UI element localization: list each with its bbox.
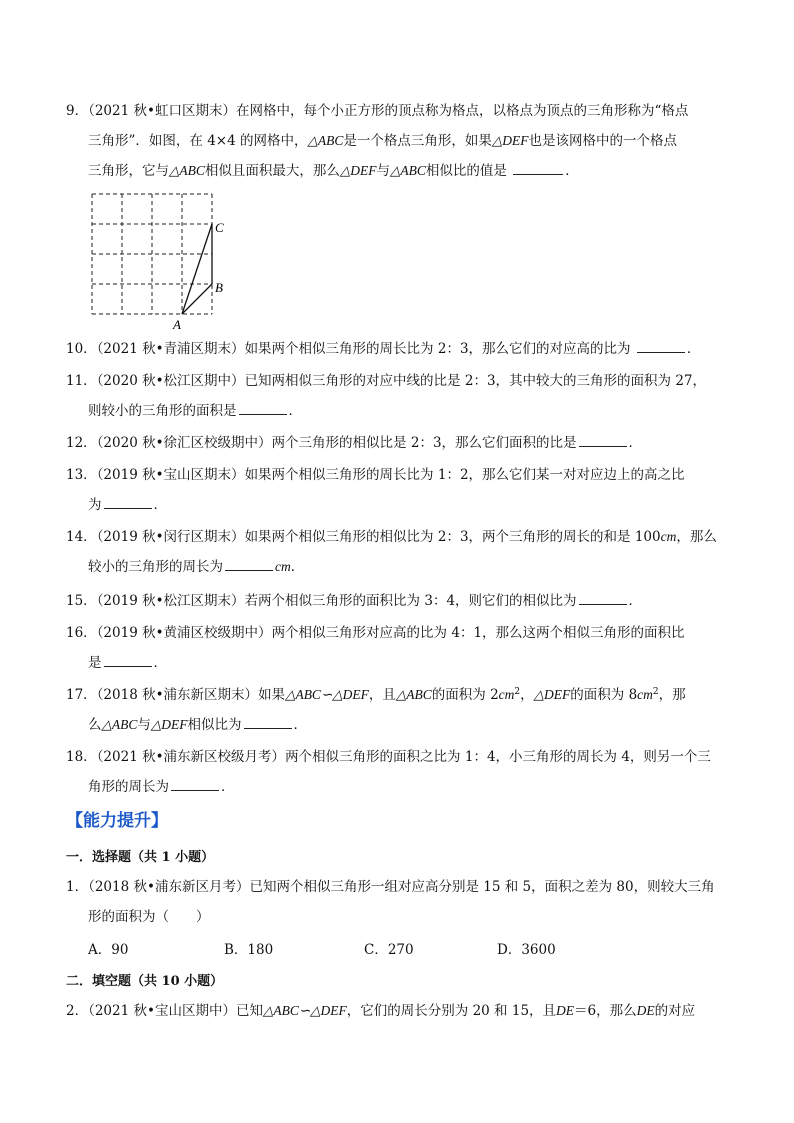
answer-blank[interactable] xyxy=(244,716,292,729)
part-two-heading: 二．填空题（共 10 小题） xyxy=(66,974,224,989)
q13-line1: 13．（2019 秋•宝山区期末）如果两个相似三角形的周长比为 1：2，那么它们某一对对应边上的高之比 xyxy=(66,467,685,483)
p1-line1: 1．（2018 秋•浦东新区月考）已知两个相似三角形一组对应高分别是 15 和 5，面积之差为 80，则较大三角 xyxy=(66,879,715,895)
section-heading: 【能力提升】 xyxy=(66,811,168,831)
q17-line1: 17．（2018 秋•浦东新区期末）如果△ABC∽△DEF，且△ABC的面积为 $2cm^2$，△DEF的面积为 $8cm^2$，那 xyxy=(66,687,686,703)
q13-line2: 为 ． xyxy=(88,497,167,513)
p1-line2: 形的面积为（ ） xyxy=(88,909,210,925)
triangle-abc xyxy=(182,224,212,314)
answer-blank[interactable] xyxy=(637,340,685,353)
q17-line2: 么△ABC与△DEF相似比为 ． xyxy=(88,717,308,733)
answer-blank[interactable] xyxy=(171,778,219,791)
q16-line1: 16．（2019 秋•黄浦区校级期中）两个相似三角形对应高的比为 4：1，那么这两个相似三角形的面积比 xyxy=(66,625,685,641)
answer-blank[interactable] xyxy=(239,402,287,415)
option-b[interactable]: B．180 xyxy=(224,942,274,958)
q9-line1: 9．（2021 秋•虹口区期末）在网格中，每个小正方形的顶点称为格点，以格点为顶点的三角形称为“格点 xyxy=(66,103,689,119)
q12-line1: 12．（2020 秋•徐汇区校级期中）两个三角形的相似比是 2：3，那么它们面积的比是 ． xyxy=(66,435,643,451)
option-c[interactable]: C．270 xyxy=(364,942,414,958)
q18-line2: 角形的周长为 ． xyxy=(88,779,235,795)
q18-line1: 18．（2021 秋•浦东新区校级月考）两个相似三角形的面积之比为 1：4，小三角形的周长为 4，则另一个三 xyxy=(66,749,711,765)
answer-blank[interactable] xyxy=(104,654,152,667)
answer-blank[interactable] xyxy=(104,496,152,509)
q15-line1: 15．（2019 秋•松江区期末）若两个相似三角形的面积比为 3：4，则它们的相似比为 ． xyxy=(66,593,643,609)
p2-line1: 2．（2021 秋•宝山区期中）已知△ABC∽△DEF，它们的周长分别为 20 和 15，且DE＝6，那么DE的对应 xyxy=(66,1003,696,1019)
q10-line1: 10．（2021 秋•青浦区期末）如果两个相似三角形的周长比为 2：3，那么它们的对应高的比为 ． xyxy=(66,341,701,357)
answer-blank[interactable] xyxy=(579,434,627,447)
label-b: B xyxy=(215,280,223,295)
answer-blank[interactable] xyxy=(579,592,627,605)
q11-line1: 11．（2020 秋•松江区期中）已知两相似三角形的对应中线的比是 2：3，其中较大的三角形的面积为 27， xyxy=(66,373,707,389)
dashed-grid xyxy=(92,194,212,314)
part-one-heading: 一．选择题（共 1 小题） xyxy=(66,850,215,865)
q9-line3: 三角形，它与△ABC相似且面积最大，那么△DEF与△ABC相似比的值是 ． xyxy=(88,163,579,179)
q9-line2: 三角形”．如图，在 4×4 的网格中，△ABC是一个格点三角形，如果△DEF也是该网格中的一个格点 xyxy=(88,133,677,149)
q14-line2: 较小的三角形的周长为 cm． xyxy=(88,559,305,575)
label-a: A xyxy=(173,317,181,332)
grid-figure xyxy=(84,188,244,334)
option-d[interactable]: D．3600 xyxy=(497,942,556,958)
answer-blank[interactable] xyxy=(513,162,563,175)
q14-line1: 14．（2019 秋•闵行区期末）如果两个相似三角形的相似比为 2：3，两个三角形的周长的和是 100cm，那么 xyxy=(66,529,717,545)
label-c: C xyxy=(215,220,224,235)
answer-blank[interactable] xyxy=(225,558,273,571)
option-a[interactable]: A．90 xyxy=(88,942,129,958)
q16-line2: 是 ． xyxy=(88,655,167,671)
q11-line2: 则较小的三角形的面积是 ． xyxy=(88,403,302,419)
